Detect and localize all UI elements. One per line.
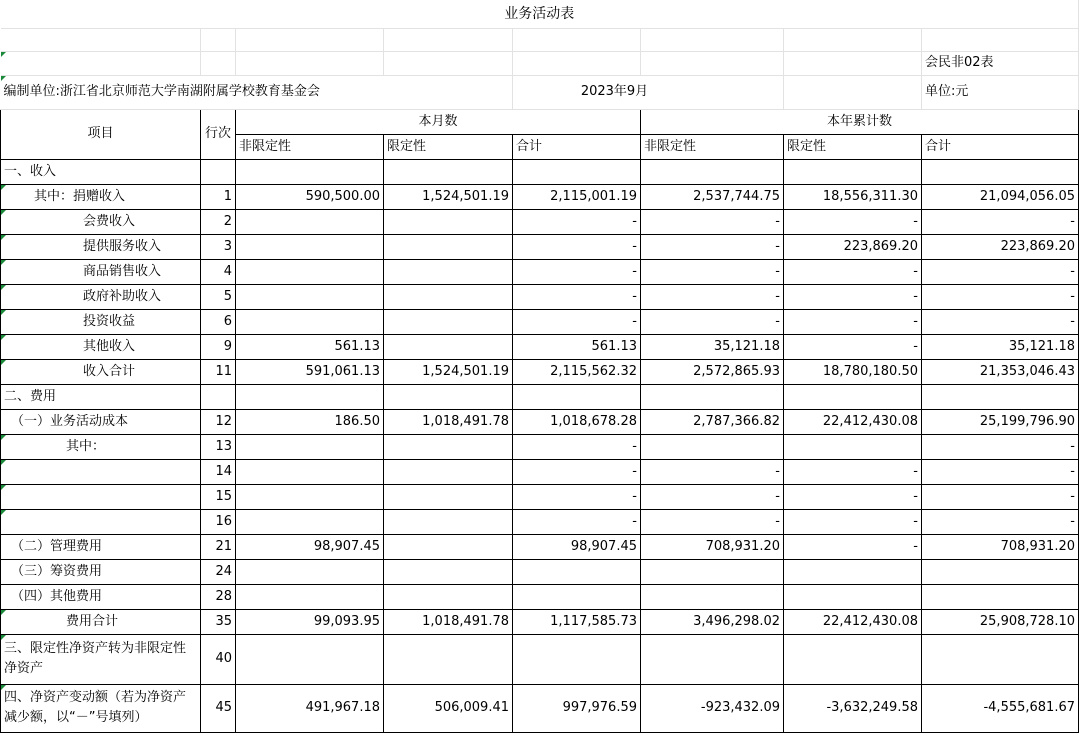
cell-ytd-total[interactable]: - [922, 209, 1079, 234]
cell-month-restricted[interactable] [384, 634, 513, 684]
cell-month-unrestricted[interactable]: 561.13 [236, 334, 384, 359]
org-label: 编制单位: [3, 84, 60, 99]
cell-month-total[interactable]: 561.13 [513, 334, 641, 359]
header-month-restricted[interactable]: 限定性 [384, 134, 513, 159]
cell-month-unrestricted[interactable] [236, 284, 384, 309]
cell-month-total[interactable] [513, 159, 641, 184]
row-line-no[interactable]: 6 [201, 309, 236, 334]
cell-month-unrestricted[interactable] [236, 209, 384, 234]
form-code[interactable]: 会民非02表 [922, 51, 1079, 75]
cell-month-unrestricted[interactable] [236, 384, 384, 409]
table-row [1, 309, 1079, 334]
row-item-label: 收入合计 [83, 363, 136, 379]
comment-marker-icon [1, 185, 6, 190]
cell-month-restricted[interactable] [384, 559, 513, 584]
cell-month-restricted[interactable] [384, 459, 513, 484]
comment-marker-icon [1, 485, 6, 490]
cell-month-total[interactable]: - [513, 209, 641, 234]
report-period[interactable]: 2023年9月 [513, 75, 784, 109]
cell[interactable] [384, 51, 513, 75]
row-item[interactable] [1, 609, 201, 634]
cell-month-restricted[interactable] [384, 334, 513, 359]
cell-ytd-unrestricted[interactable]: - [641, 234, 784, 259]
cell-ytd-total[interactable]: 25,199,796.90 [922, 409, 1079, 434]
header-ytd-restricted[interactable]: 限定性 [784, 134, 922, 159]
cell-ytd-unrestricted[interactable]: - [641, 459, 784, 484]
row-line-no[interactable]: 28 [201, 584, 236, 609]
cell-month-unrestricted[interactable] [236, 509, 384, 534]
row-item-label: 其中： [66, 438, 106, 454]
cell-month-restricted[interactable] [384, 284, 513, 309]
row-item[interactable] [1, 359, 201, 384]
cell-month-unrestricted[interactable]: 590,500.00 [236, 184, 384, 209]
row-line-no[interactable]: 13 [201, 434, 236, 459]
cell-month-restricted[interactable] [384, 509, 513, 534]
cell-ytd-unrestricted[interactable]: - [641, 259, 784, 284]
cell-ytd-restricted[interactable]: - [784, 509, 922, 534]
row-item[interactable]: 一、收入 [1, 159, 201, 184]
row-item[interactable] [1, 509, 201, 534]
table-row [1, 584, 1079, 609]
cell-ytd-total[interactable]: 21,094,056.05 [922, 184, 1079, 209]
cell-ytd-restricted[interactable]: - [784, 459, 922, 484]
row-item[interactable] [1, 434, 201, 459]
table-row [1, 509, 1079, 534]
table-row [1, 259, 1079, 284]
cell[interactable] [236, 51, 384, 75]
table-row [1, 184, 1079, 209]
cell-ytd-restricted[interactable] [784, 384, 922, 409]
header-year-to-date[interactable]: 本年累计数 [641, 109, 1079, 134]
cell-month-unrestricted[interactable] [236, 559, 384, 584]
comment-marker-icon [1, 260, 6, 265]
header-month-unrestricted[interactable]: 非限定性 [236, 134, 384, 159]
cell-ytd-unrestricted[interactable]: - [641, 509, 784, 534]
cell-month-restricted[interactable] [384, 209, 513, 234]
cell-month-total[interactable]: - [513, 484, 641, 509]
row-item-label: 会费收入 [83, 213, 136, 229]
cell-month-total[interactable]: 2,115,562.32 [513, 359, 641, 384]
cell-ytd-total[interactable] [922, 584, 1079, 609]
cell-ytd-total[interactable]: 35,121.18 [922, 334, 1079, 359]
cell-ytd-restricted[interactable]: 18,780,180.50 [784, 359, 922, 384]
cell-month-unrestricted[interactable]: 98,907.45 [236, 534, 384, 559]
cell-ytd-restricted[interactable]: - [784, 334, 922, 359]
comment-marker-icon [1, 210, 6, 215]
table-row [1, 484, 1079, 509]
cell-month-total[interactable]: - [513, 459, 641, 484]
cell-ytd-restricted[interactable]: 223,869.20 [784, 234, 922, 259]
cell-ytd-total[interactable]: - [922, 509, 1079, 534]
cell-month-restricted[interactable] [384, 384, 513, 409]
cell-month-total[interactable]: 98,907.45 [513, 534, 641, 559]
cell-month-restricted[interactable] [384, 434, 513, 459]
cell-month-unrestricted[interactable] [236, 459, 384, 484]
cell-month-restricted[interactable]: 1,524,501.19 [384, 359, 513, 384]
cell-month-restricted[interactable] [384, 259, 513, 284]
cell[interactable] [784, 51, 922, 75]
cell-month-restricted[interactable] [384, 584, 513, 609]
cell-month-restricted[interactable] [384, 484, 513, 509]
cell-ytd-restricted[interactable]: - [784, 309, 922, 334]
cell[interactable] [641, 28, 784, 51]
cell[interactable] [641, 51, 784, 75]
row-line-no[interactable]: 12 [201, 409, 236, 434]
row-item[interactable] [1, 634, 201, 684]
comment-marker-icon [1, 235, 6, 240]
row-line-no[interactable]: 21 [201, 534, 236, 559]
comment-marker-icon [1, 52, 6, 57]
cell-month-total[interactable]: - [513, 259, 641, 284]
org-name: 浙江省北京师范大学南湖附属学校教育基金会 [59, 84, 320, 99]
row-item-label: 三、限定性净资产转为非限定性净资产 [4, 641, 187, 676]
row-item[interactable]: （一）业务活动成本 [1, 409, 201, 434]
cell-month-total[interactable]: - [513, 434, 641, 459]
cell-ytd-unrestricted[interactable]: 2,787,366.82 [641, 409, 784, 434]
comment-marker-icon [1, 510, 6, 515]
cell-month-unrestricted[interactable] [236, 159, 384, 184]
cell-ytd-total[interactable]: -4,555,681.67 [922, 684, 1079, 732]
cell[interactable] [922, 28, 1079, 51]
cell-ytd-unrestricted[interactable] [641, 559, 784, 584]
cell-ytd-total[interactable] [922, 159, 1079, 184]
row-item-label: 其中：捐赠收入 [34, 188, 126, 204]
row-line-no[interactable]: 45 [201, 684, 236, 732]
row-line-no[interactable]: 4 [201, 259, 236, 284]
cell-month-unrestricted[interactable] [236, 584, 384, 609]
cell-month-total[interactable]: - [513, 234, 641, 259]
row-item-label: 政府补助收入 [83, 288, 162, 304]
cell-month-unrestricted[interactable]: 186.50 [236, 409, 384, 434]
row-line-no[interactable] [201, 159, 236, 184]
row-item[interactable] [1, 684, 201, 732]
cell-month-unrestricted[interactable]: 99,093.95 [236, 609, 384, 634]
comment-marker-icon [1, 685, 6, 690]
row-line-no[interactable] [201, 384, 236, 409]
cell-ytd-unrestricted[interactable] [641, 384, 784, 409]
cell-ytd-restricted[interactable]: - [784, 209, 922, 234]
cell[interactable] [384, 28, 513, 51]
table-row [1, 409, 1079, 434]
cell-month-restricted[interactable] [384, 234, 513, 259]
cell-ytd-unrestricted[interactable]: -923,432.09 [641, 684, 784, 732]
row-item-label: 商品销售收入 [83, 263, 162, 279]
table-row [1, 684, 1079, 732]
cell-ytd-unrestricted[interactable] [641, 634, 784, 684]
sheet-title[interactable]: 业务活动表 [1, 0, 1079, 28]
row-item[interactable]: （四）其他费用 [1, 584, 201, 609]
row-item[interactable] [1, 209, 201, 234]
cell-ytd-total[interactable]: - [922, 434, 1079, 459]
cell-month-total[interactable] [513, 384, 641, 409]
cell-month-total[interactable]: 2,115,001.19 [513, 184, 641, 209]
cell-ytd-unrestricted[interactable]: 2,572,865.93 [641, 359, 784, 384]
cell-ytd-unrestricted[interactable]: - [641, 284, 784, 309]
cell-month-unrestricted[interactable] [236, 309, 384, 334]
cell-month-unrestricted[interactable] [236, 484, 384, 509]
cell-ytd-restricted[interactable]: 22,412,430.08 [784, 409, 922, 434]
comment-marker-icon [1, 460, 6, 465]
comment-marker-icon [1, 635, 6, 640]
cell-month-total[interactable] [513, 584, 641, 609]
table-row [1, 534, 1079, 559]
cell-ytd-unrestricted[interactable] [641, 584, 784, 609]
cell[interactable] [784, 75, 922, 109]
header-item[interactable]: 项目 [1, 109, 201, 159]
row-line-no[interactable]: 24 [201, 559, 236, 584]
table-row [1, 159, 1079, 184]
cell[interactable] [236, 28, 384, 51]
row-line-no[interactable]: 3 [201, 234, 236, 259]
row-line-no[interactable]: 1 [201, 184, 236, 209]
row-item-label: 其他收入 [83, 338, 136, 354]
cell-month-unrestricted[interactable] [236, 434, 384, 459]
row-line-no[interactable]: 2 [201, 209, 236, 234]
cell-month-total[interactable]: - [513, 509, 641, 534]
cell-ytd-restricted[interactable]: - [784, 284, 922, 309]
cell-ytd-total[interactable] [922, 384, 1079, 409]
cell[interactable] [784, 28, 922, 51]
comment-marker-icon [1, 360, 6, 365]
cell-ytd-total[interactable]: - [922, 309, 1079, 334]
cell[interactable] [513, 28, 641, 51]
row-item[interactable] [1, 459, 201, 484]
cell-ytd-total[interactable]: - [922, 284, 1079, 309]
cell-month-total[interactable]: - [513, 284, 641, 309]
cell-ytd-total[interactable]: - [922, 259, 1079, 284]
row-line-no[interactable]: 35 [201, 609, 236, 634]
cell-month-total[interactable]: 1,117,585.73 [513, 609, 641, 634]
cell-ytd-total[interactable]: 223,869.20 [922, 234, 1079, 259]
row-item[interactable] [1, 484, 201, 509]
cell-month-restricted[interactable] [384, 309, 513, 334]
row-item[interactable] [1, 284, 201, 309]
cell-ytd-total[interactable]: 708,931.20 [922, 534, 1079, 559]
cell-ytd-unrestricted[interactable] [641, 159, 784, 184]
cell-month-total[interactable]: - [513, 309, 641, 334]
cell-month-unrestricted[interactable]: 491,967.18 [236, 684, 384, 732]
cell-ytd-restricted[interactable] [784, 159, 922, 184]
cell-month-restricted[interactable]: 1,018,491.78 [384, 409, 513, 434]
cell-ytd-restricted[interactable] [784, 634, 922, 684]
table-row [1, 359, 1079, 384]
table-row [1, 384, 1079, 409]
cell-ytd-unrestricted[interactable]: 35,121.18 [641, 334, 784, 359]
cell-month-restricted[interactable]: 506,009.41 [384, 684, 513, 732]
row-item[interactable] [1, 309, 201, 334]
row-line-no[interactable]: 5 [201, 284, 236, 309]
cell-month-restricted[interactable] [384, 534, 513, 559]
table-row [1, 209, 1079, 234]
cell[interactable] [1, 28, 201, 51]
row-item-label: 投资收益 [83, 313, 136, 329]
table-row [1, 434, 1079, 459]
currency-unit[interactable]: 单位:元 [922, 75, 1079, 109]
comment-marker-icon [1, 335, 6, 340]
comment-marker-icon [1, 310, 6, 315]
cell-month-restricted[interactable]: 1,018,491.78 [384, 609, 513, 634]
comment-marker-icon [1, 76, 6, 81]
cell-month-total[interactable]: 1,018,678.28 [513, 409, 641, 434]
row-item-label: 四、净资产变动额（若为净资产减少额，以“－”号填列） [4, 690, 187, 725]
cell-month-restricted[interactable]: 1,524,501.19 [384, 184, 513, 209]
row-item[interactable]: 二、费用 [1, 384, 201, 409]
table-row [1, 609, 1079, 634]
cell-ytd-unrestricted[interactable]: 708,931.20 [641, 534, 784, 559]
comment-marker-icon [1, 435, 6, 440]
cell-ytd-restricted[interactable]: 22,412,430.08 [784, 609, 922, 634]
cell[interactable] [201, 28, 236, 51]
cell-ytd-total[interactable] [922, 634, 1079, 684]
cell-ytd-restricted[interactable]: - [784, 484, 922, 509]
row-line-no[interactable]: 9 [201, 334, 236, 359]
cell-month-unrestricted[interactable] [236, 259, 384, 284]
cell-month-total[interactable] [513, 559, 641, 584]
table-row [1, 634, 1079, 684]
cell-ytd-restricted[interactable] [784, 584, 922, 609]
row-line-no[interactable]: 40 [201, 634, 236, 684]
cell-ytd-restricted[interactable]: -3,632,249.58 [784, 684, 922, 732]
cell-month-unrestricted[interactable]: 591,061.13 [236, 359, 384, 384]
cell-ytd-total[interactable] [922, 559, 1079, 584]
cell-month-unrestricted[interactable] [236, 634, 384, 684]
cell[interactable] [1, 51, 201, 75]
table-row [1, 284, 1079, 309]
cell-month-restricted[interactable] [384, 159, 513, 184]
cell-month-total[interactable] [513, 634, 641, 684]
row-item[interactable]: （二）管理费用 [1, 534, 201, 559]
row-line-no[interactable]: 16 [201, 509, 236, 534]
comment-marker-icon [1, 610, 6, 615]
row-line-no[interactable]: 14 [201, 459, 236, 484]
row-item[interactable] [1, 234, 201, 259]
cell-ytd-total[interactable]: - [922, 459, 1079, 484]
cell[interactable] [201, 51, 236, 75]
cell-month-total[interactable]: 997,976.59 [513, 684, 641, 732]
comment-marker-icon [1, 285, 6, 290]
row-item[interactable] [1, 259, 201, 284]
cell-ytd-unrestricted[interactable]: 3,496,298.02 [641, 609, 784, 634]
row-item[interactable] [1, 184, 201, 209]
header-month-total[interactable]: 合计 [513, 134, 641, 159]
header-this-month[interactable]: 本月数 [236, 109, 641, 134]
cell-ytd-total[interactable]: - [922, 484, 1079, 509]
cell-ytd-unrestricted[interactable] [641, 434, 784, 459]
row-line-no[interactable]: 11 [201, 359, 236, 384]
table-row [1, 234, 1079, 259]
header-ytd-unrestricted[interactable]: 非限定性 [641, 134, 784, 159]
cell-ytd-unrestricted[interactable]: 2,537,744.75 [641, 184, 784, 209]
header-ytd-total[interactable]: 合计 [922, 134, 1079, 159]
cell-ytd-restricted[interactable] [784, 559, 922, 584]
cell[interactable] [513, 51, 641, 75]
table-row [1, 559, 1079, 584]
header-line-no[interactable]: 行次 [201, 109, 236, 159]
org-info[interactable] [1, 75, 513, 109]
cell-month-unrestricted[interactable] [236, 234, 384, 259]
cell-ytd-unrestricted[interactable]: - [641, 484, 784, 509]
table-row [1, 459, 1079, 484]
row-item-label: 提供服务收入 [83, 238, 162, 254]
row-item-label: 费用合计 [66, 613, 119, 629]
cell-ytd-total[interactable]: 21,353,046.43 [922, 359, 1079, 384]
cell-ytd-restricted[interactable]: - [784, 259, 922, 284]
cell-ytd-unrestricted[interactable]: - [641, 309, 784, 334]
row-line-no[interactable]: 15 [201, 484, 236, 509]
cell-ytd-total[interactable]: 25,908,728.10 [922, 609, 1079, 634]
row-item[interactable]: （三）筹资费用 [1, 559, 201, 584]
row-item[interactable] [1, 334, 201, 359]
table-row [1, 334, 1079, 359]
cell-ytd-restricted[interactable]: - [784, 534, 922, 559]
cell-ytd-unrestricted[interactable]: - [641, 209, 784, 234]
cell-ytd-restricted[interactable] [784, 434, 922, 459]
cell-ytd-restricted[interactable]: 18,556,311.30 [784, 184, 922, 209]
